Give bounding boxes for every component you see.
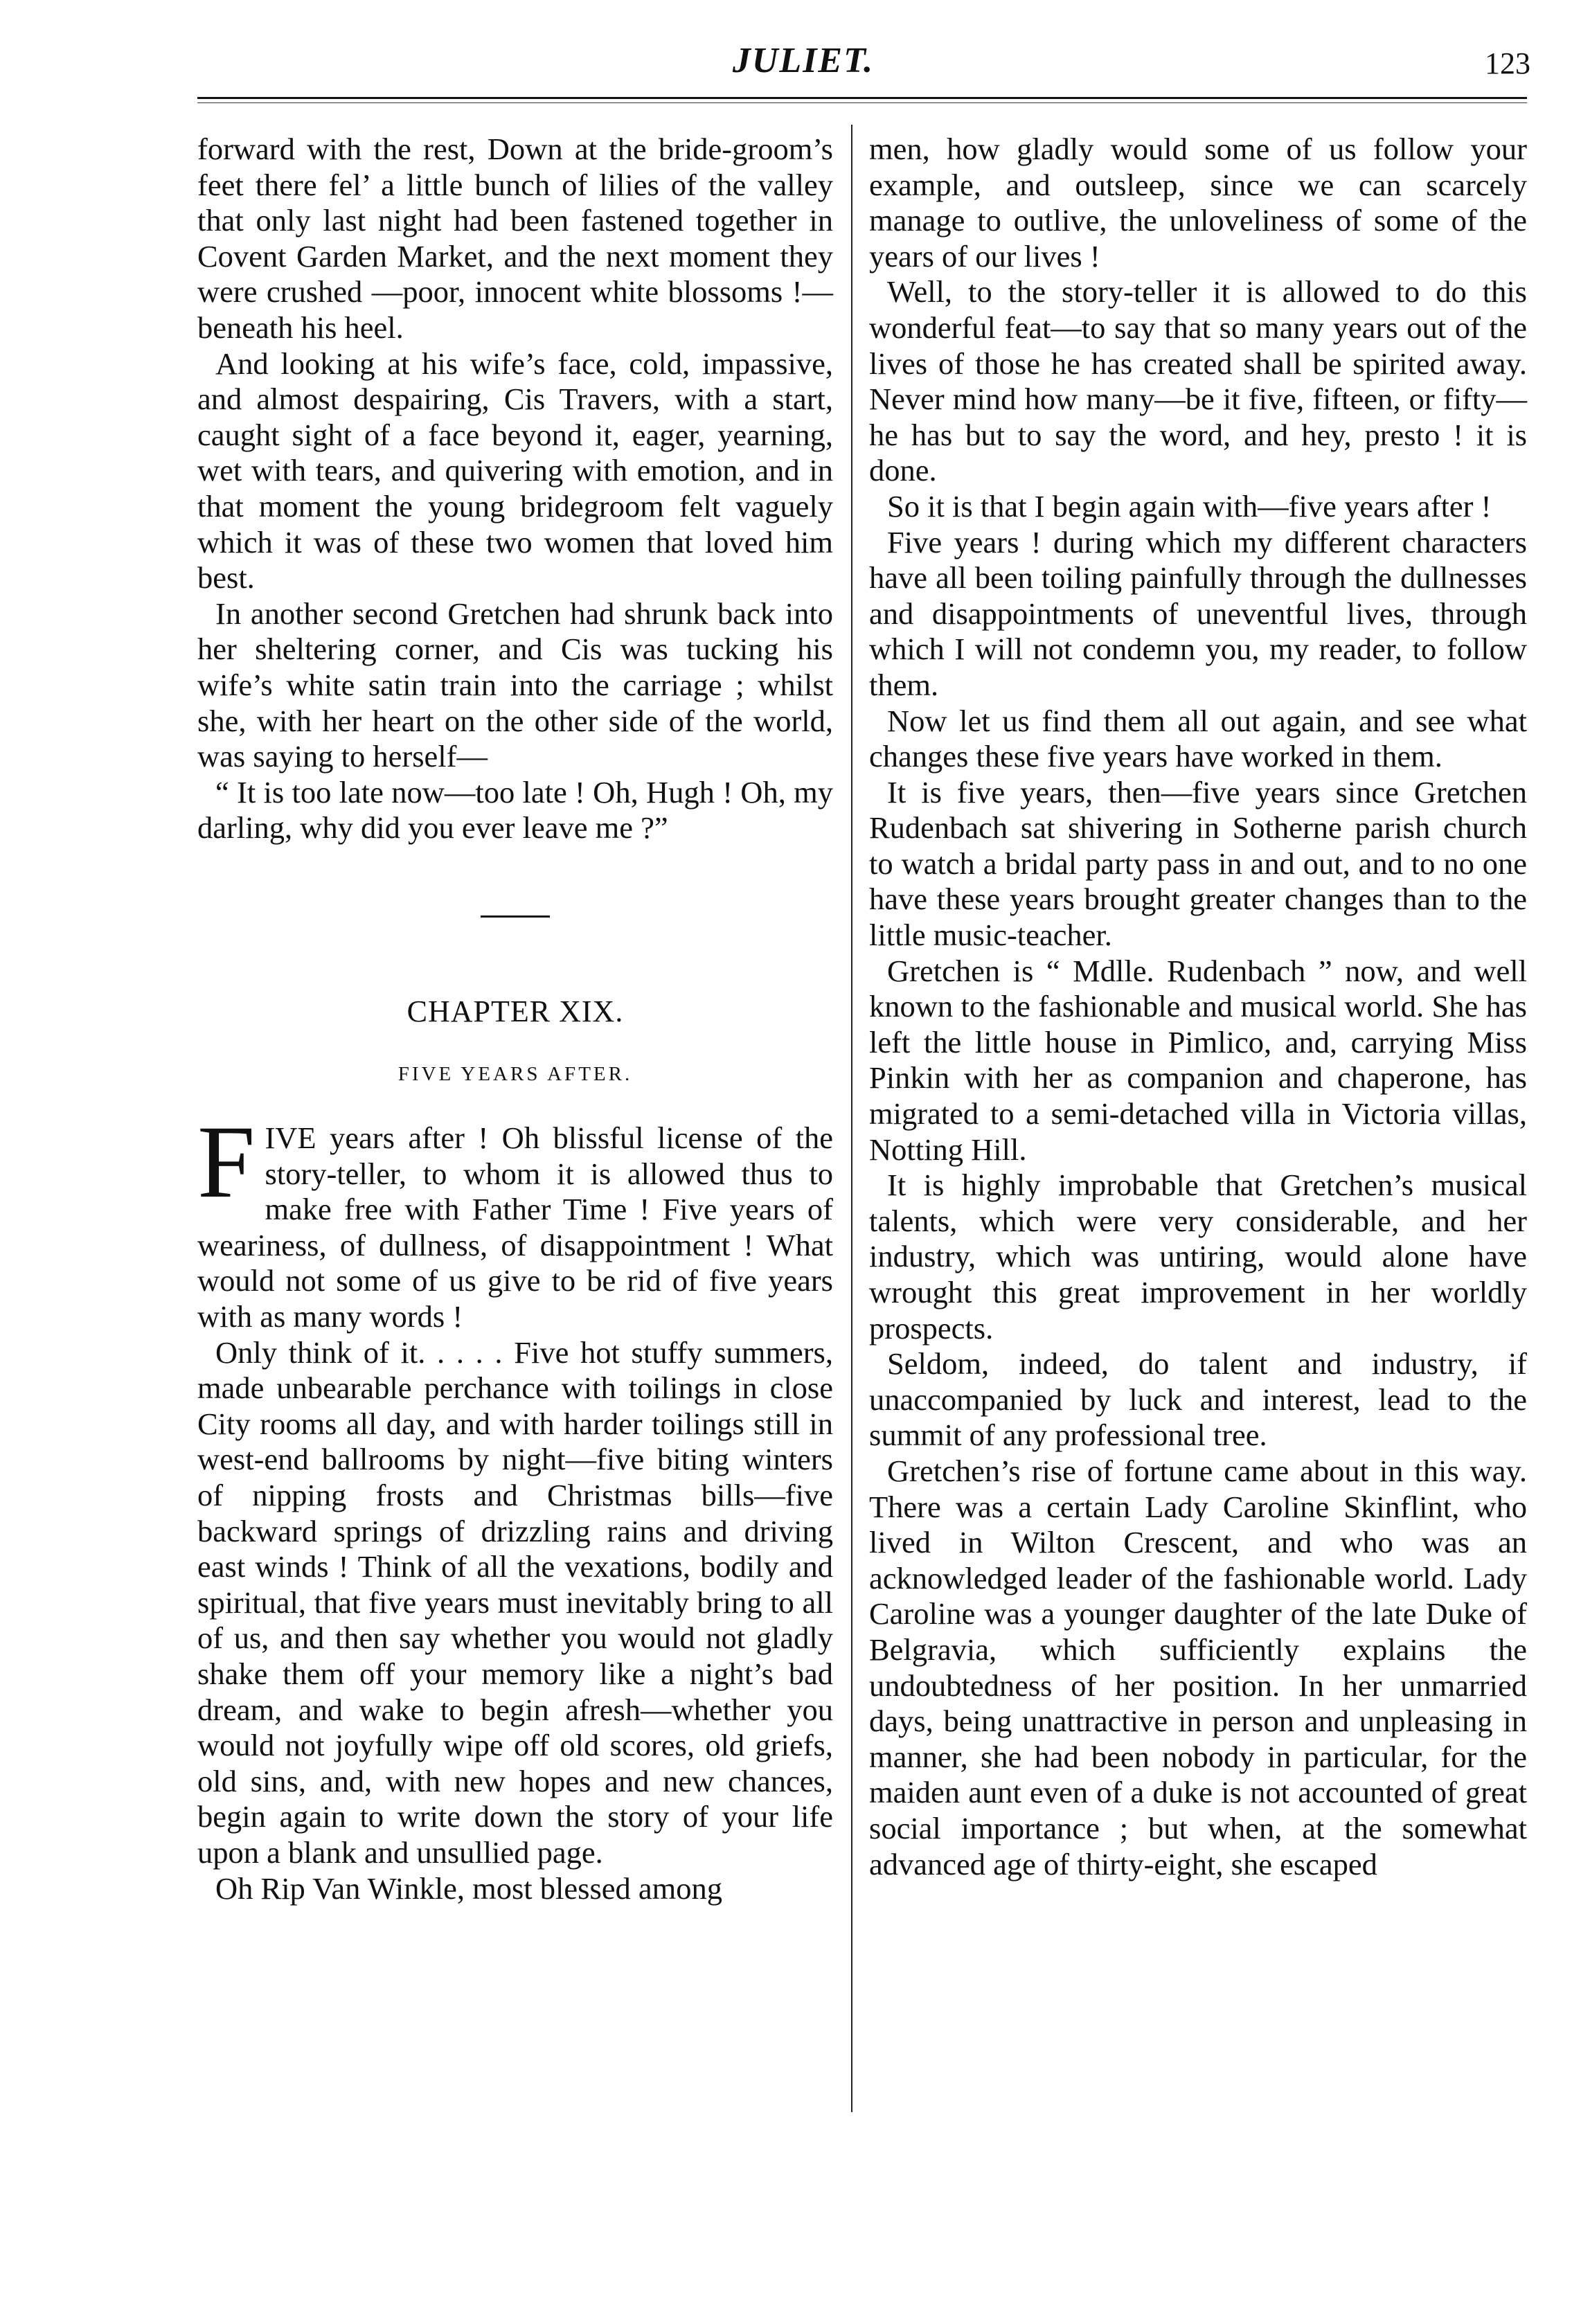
left-column <box>197 132 833 1906</box>
chapter-separator-rule <box>481 915 550 918</box>
paragraph: It is highly improbable that Gretchen’s musical talents, which were very considerable, and her industry, which was untiring, would alone have wrought this great improvement in her worldly prospects. <box>869 1168 1527 1346</box>
paragraph: Now let us find them all out again, and see what changes these five years have worked in them. <box>869 703 1527 774</box>
chapter-opening-text: IVE years after ! Oh blissful license of the story-teller, to whom it is allowed thus to make free with Father Time ! Five years of weariness, of dullness, of disappointment ! What would not some of us give to be rid of five years with as many words ! <box>197 1120 833 1334</box>
chapter-title: CHAPTER XIX. <box>407 994 624 1028</box>
right-column <box>869 132 1527 1882</box>
paragraph: men, how gladly would some of us follow your example, and outsleep, since we can scarcely manage to outlive, the unloveliness of some of the years of our lives ! <box>869 132 1527 274</box>
paragraph: Gretchen’s rise of fortune came about in this way. There was a certain Lady Caroline Skinflint, who lived in Wilton Crescent, and who was an acknowledged leader of the fashionable world. Lady Caroline was a younger daughter of the late Duke of Belgravia, which sufficiently explains the undoubtedness of her position. In her unmarried days, being unattractive in person and unpleasing in manner, she had been nobody in particular, for the maiden aunt even of a duke is not accounted of great social importance ; but when, at the somewhat advanced age of thirty-eight, she escaped <box>869 1453 1527 1881</box>
paragraph: And looking at his wife’s face, cold, impassive, and almost despairing, Cis Travers, with a start, caught sight of a face beyond it, eager, yearning, wet with tears, and quivering with emotion, and in that moment the young bridegroom felt vaguely which it was of these two women that loved him best. <box>197 346 833 596</box>
header-rule <box>197 97 1527 99</box>
paragraph: It is five years, then—five years since Gretchen Rudenbach sat shivering in Sotherne parish church to watch a bridal party pass in and out, and to no one have these years brought greater changes than to the little music-teacher. <box>869 774 1527 953</box>
page-number: 123 <box>1485 46 1530 80</box>
paragraph: Five years ! during which my different characters have all been toiling painfully through the dullnesses and disappointments of uneventful lives, through which I will not condemn you, my reader, to follow them. <box>869 524 1527 702</box>
paragraph: In another second Gretchen had shrunk back into her sheltering corner, and Cis was tucking his wife’s white satin train into the carriage ; whilst she, with her heart on the other side of the world, was saying to herself— <box>197 596 833 774</box>
paragraph: forward with the rest, Down at the bride-groom’s feet there fel’ a little bunch of lilies of the valley that only last night had been fastened together in Covent Garden Market, and the next moment they were crushed —poor, innocent white blossoms !—beneath his heel. <box>197 132 833 345</box>
paragraph: Seldom, indeed, do talent and industry, if unaccompanied by luck and interest, lead to the summit of any professional tree. <box>869 1346 1527 1453</box>
page-header <box>0 0 1581 111</box>
paragraph: Gretchen is “ Mdlle. Rudenbach ” now, and well known to the fashionable and musical world. She has left the little house in Pimlico, and, carrying Miss Pinkin with her as companion and chaperone, has migrated to a semi-detached villa in Victoria villas, Notting Hill. <box>869 953 1527 1167</box>
paragraph: Oh Rip Van Winkle, most blessed among <box>215 1870 723 1906</box>
header-rule-thin <box>197 102 1527 103</box>
paragraph: So it is that I begin again with—five years after ! <box>887 488 1492 524</box>
quote-paragraph: “ It is too late now—too late ! Oh, Hugh ! Oh, my darling, why did you ever leave me ?” <box>197 774 833 846</box>
paragraph: Well, to the story-teller it is allowed to do this wonderful feat—to say that so many years out of the lives of those he has created shall be spirited away. Never mind how many—be it five, fifteen, or fifty—he has but to say the word, and hey, presto ! it is done. <box>869 274 1527 488</box>
paragraph: Only think of it. . . . . Five hot stuffy summers, made unbearable perchance with toilings in close City rooms all day, and with harder toilings still in west-end ballrooms by night—five biting winters of nipping frosts and Christmas bills—five backward springs of drizzling rains and driving east winds ! Think of all the vexations, bodily and spiritual, that five years must inevitably bring to all of us, and then say whether you would not gladly shake them off your memory like a night’s bad dream, and wake to begin afresh—whether you would not joyfully wipe off old scores, old griefs, old sins, and, with new hopes and new chances, begin again to write down the story of your life upon a blank and unsullied page. <box>197 1334 833 1870</box>
drop-cap: F <box>197 1105 256 1220</box>
chapter-opening-paragraph <box>197 1105 833 1335</box>
chapter-subtitle: FIVE YEARS AFTER. <box>398 1063 633 1086</box>
column-divider <box>851 125 852 2112</box>
running-title: JULIET. <box>732 41 875 80</box>
